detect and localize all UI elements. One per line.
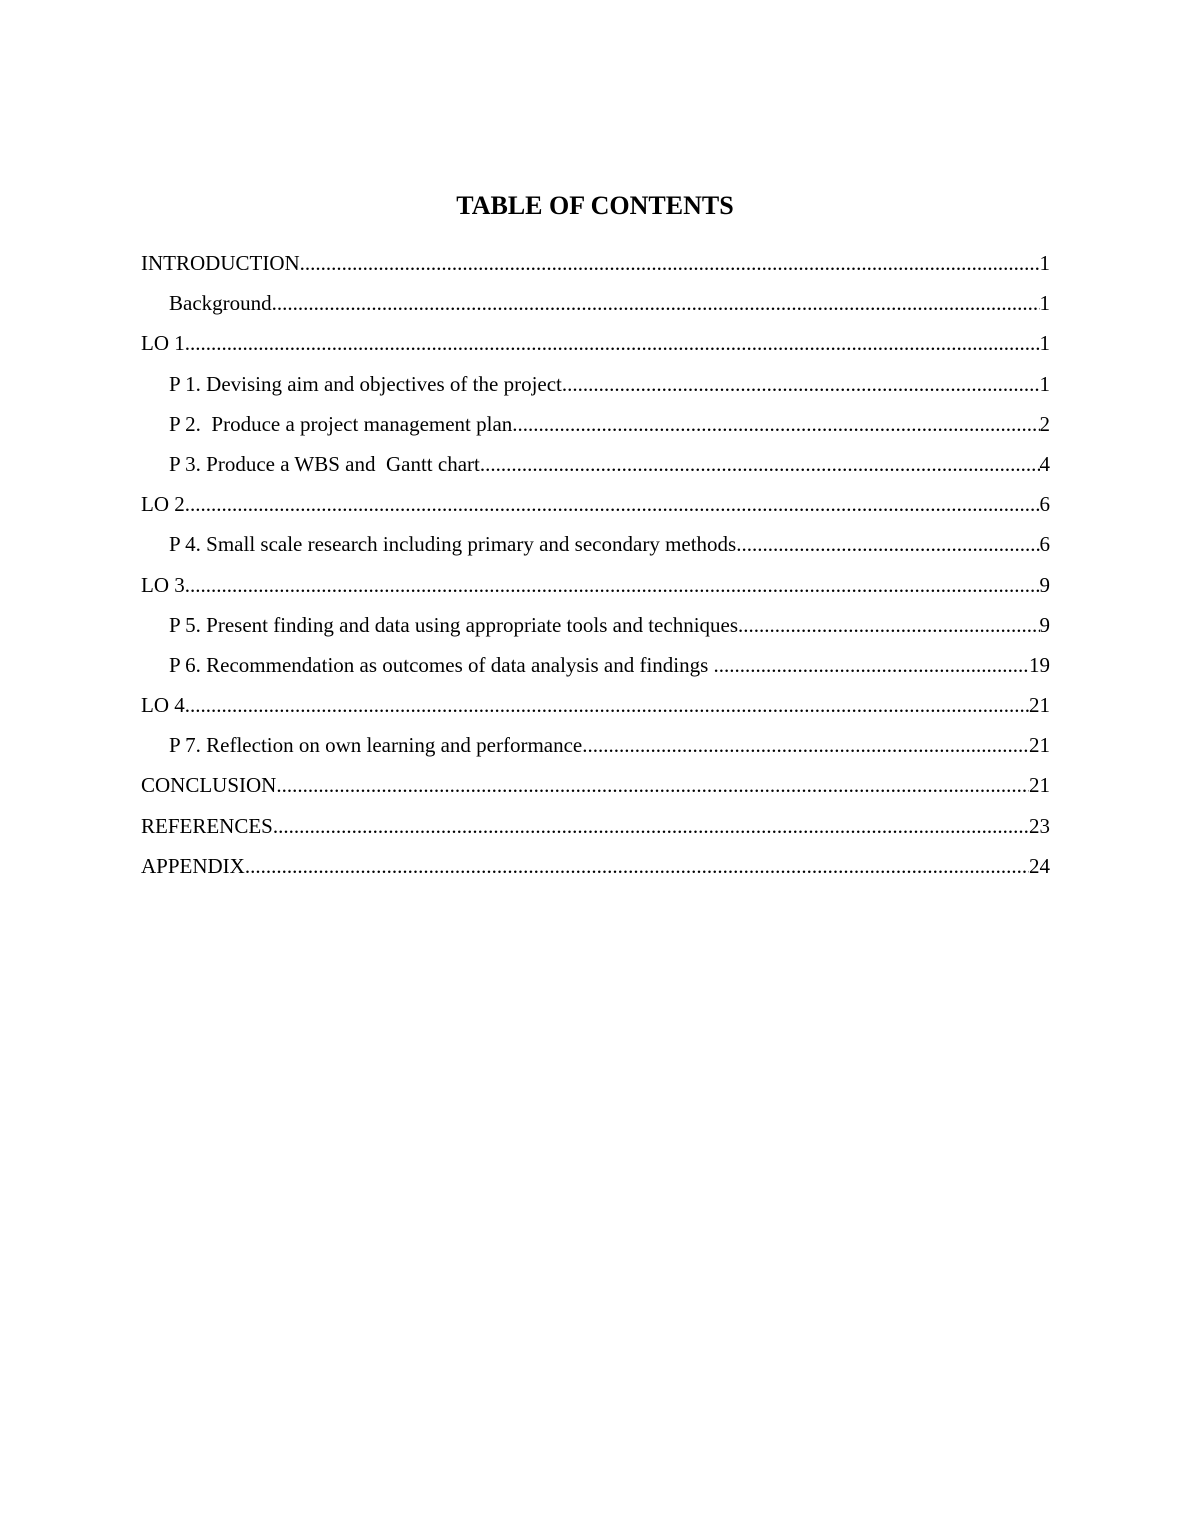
toc-entry-label: P 3. Produce a WBS and Gantt chart — [169, 451, 480, 476]
toc-page-number: 9 — [1039, 612, 1050, 637]
toc-entry-p4[interactable] — [141, 529, 1050, 569]
toc-page-number: 21 — [1029, 773, 1050, 798]
toc-entry-label: P 5. Present finding and data using appropriate tools and techniques — [169, 612, 739, 637]
toc-dot-leader — [276, 770, 1029, 800]
toc-entry-lo-2[interactable] — [141, 489, 1050, 529]
toc-page-number: 2 — [1039, 411, 1050, 436]
toc-page-number: 21 — [1029, 733, 1050, 758]
toc-page-number: 23 — [1029, 813, 1050, 838]
toc-entry-introduction[interactable] — [141, 248, 1050, 288]
toc-entry-background[interactable] — [141, 288, 1050, 328]
toc-entry-appendix[interactable] — [141, 851, 1050, 891]
toc-page-number: 6 — [1039, 492, 1050, 517]
toc-dot-leader — [738, 610, 1039, 640]
toc-dot-leader — [512, 409, 1039, 439]
toc-dot-leader — [185, 489, 1040, 519]
toc-entry-label: LO 4 — [141, 693, 185, 718]
toc-title: TABLE OF CONTENTS — [456, 191, 734, 220]
toc-dot-leader — [273, 811, 1029, 841]
toc-page-number: 9 — [1039, 572, 1050, 597]
toc-dot-leader — [185, 690, 1029, 720]
toc-entry-label: INTRODUCTION — [141, 251, 300, 275]
toc-page-number: 1 — [1039, 331, 1050, 356]
toc-dot-leader — [736, 529, 1039, 559]
toc-entry-lo-4[interactable] — [141, 690, 1050, 730]
toc-entry-label: P 1. Devising aim and objectives of the project — [169, 371, 562, 396]
toc-entry-label: CONCLUSION — [141, 773, 277, 798]
toc-dot-leader — [714, 650, 1029, 680]
toc-entry-label: LO 3 — [141, 572, 185, 597]
toc-page-number: 21 — [1029, 693, 1050, 718]
toc-page-number: 1 — [1039, 251, 1050, 275]
toc-list — [141, 248, 1050, 891]
toc-dot-leader — [185, 570, 1040, 600]
toc-entry-p7[interactable] — [141, 730, 1050, 770]
toc-entry-label: APPENDIX — [141, 853, 245, 878]
toc-page-number: 24 — [1029, 853, 1050, 878]
toc-entry-p6[interactable] — [141, 650, 1050, 690]
toc-dot-leader — [562, 369, 1040, 399]
toc-entry-lo-3[interactable] — [141, 570, 1050, 610]
toc-entry-p2[interactable] — [141, 409, 1050, 449]
toc-dot-leader — [272, 288, 1040, 318]
toc-entry-label: REFERENCES — [141, 813, 273, 838]
toc-entry-label: P 4. Small scale research including primary and secondary methods — [169, 532, 737, 557]
toc-page-number: 1 — [1039, 371, 1050, 396]
toc-entry-label: Background — [169, 291, 272, 316]
toc-dot-leader — [480, 449, 1040, 479]
toc-entry-label: LO 2 — [141, 492, 185, 517]
toc-page-number: 1 — [1039, 291, 1050, 316]
toc-entry-p5[interactable] — [141, 610, 1050, 650]
toc-dot-leader — [185, 328, 1040, 358]
toc-entry-p1[interactable] — [141, 369, 1050, 409]
toc-entry-label: P 2. Produce a project management plan — [169, 411, 513, 436]
toc-entry-references[interactable] — [141, 811, 1050, 851]
toc-entry-p3[interactable] — [141, 449, 1050, 489]
toc-entry-lo-1[interactable] — [141, 328, 1050, 368]
toc-entry-label: P 6. Recommendation as outcomes of data analysis and findings — [169, 652, 714, 677]
toc-page-number: 19 — [1029, 652, 1050, 677]
toc-entry-label: P 7. Reflection on own learning and performance — [169, 733, 583, 758]
toc-dot-leader — [300, 248, 1040, 278]
toc-page-number: 4 — [1039, 451, 1050, 476]
toc-page-number: 6 — [1039, 532, 1050, 557]
toc-entry-conclusion[interactable] — [141, 770, 1050, 810]
toc-entry-label: LO 1 — [141, 331, 185, 356]
toc-dot-leader — [245, 851, 1029, 881]
toc-dot-leader — [582, 730, 1029, 760]
